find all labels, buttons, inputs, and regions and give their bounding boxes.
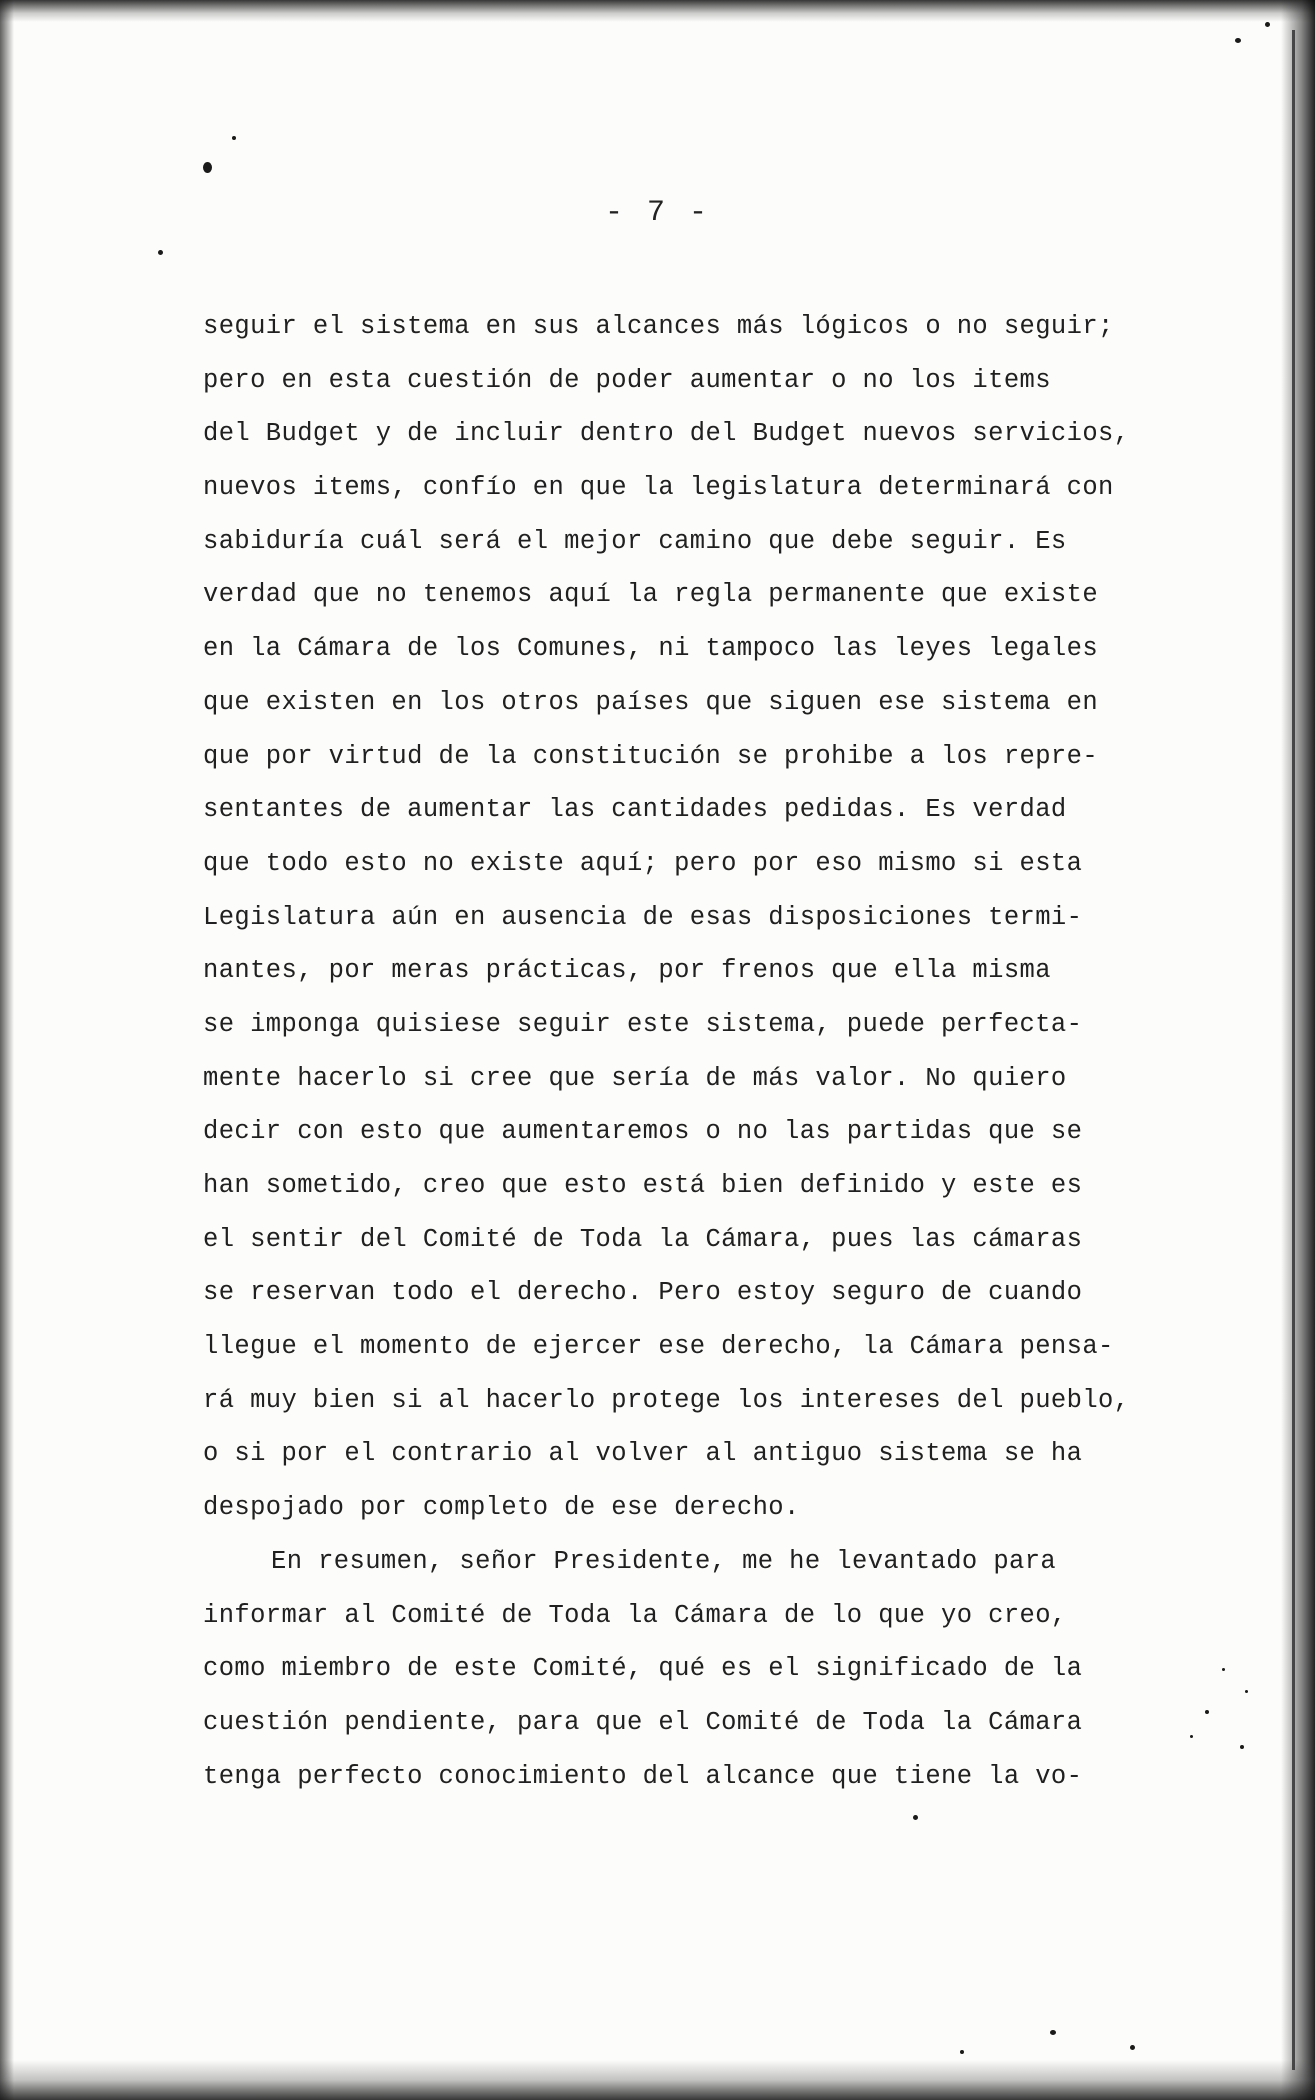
ink-speck [1222, 1668, 1225, 1671]
page-number: - 7 - [604, 196, 710, 230]
text-line: sentantes de aumentar las cantidades pedidas. Es verdad [203, 795, 1067, 825]
scan-edge-bottom [0, 2060, 1315, 2100]
ink-speck [913, 1815, 918, 1820]
ink-speck [1130, 2045, 1135, 2050]
scan-edge-top [0, 0, 1315, 22]
text-line: como miembro de este Comité, qué es el significado de la [203, 1654, 1083, 1684]
scan-edge-left [0, 0, 14, 2100]
ink-speck [1245, 1690, 1248, 1693]
ink-speck [1205, 1710, 1209, 1714]
text-line: que por virtud de la constitución se prohibe a los repre- [203, 741, 1099, 771]
paragraph-start-line: En resumen, señor Presidente, me he levantado para [271, 1546, 1057, 1576]
text-line: decir con esto que aumentaremos o no las partidas que se [203, 1117, 1083, 1147]
text-line: que existen en los otros países que siguen ese sistema en [203, 687, 1099, 717]
text-line: rá muy bien si al hacerlo protege los intereses del pueblo, [203, 1385, 1130, 1415]
text-line: se imponga quisiese seguir este sistema, puede perfecta- [203, 1009, 1083, 1039]
text-line: en la Cámara de los Comunes, ni tampoco las leyes legales [203, 634, 1099, 664]
ink-speck [1235, 38, 1241, 43]
text-line: del Budget y de incluir dentro del Budget nuevos servicios, [203, 419, 1130, 449]
text-line: se reservan todo el derecho. Pero estoy seguro de cuando [203, 1278, 1083, 1308]
ink-speck [1265, 22, 1270, 27]
text-line: han sometido, creo que esto está bien definido y este es [203, 1171, 1083, 1200]
ink-speck [232, 136, 236, 140]
text-line: que todo esto no existe aquí; pero por eso mismo si esta [203, 848, 1083, 878]
text-line: sabiduría cuál será el mejor camino que debe seguir. Es [203, 526, 1067, 556]
text-line: seguir el sistema en sus alcances más lógicos o no seguir; [203, 312, 1114, 341]
text-line: Legislatura aún en ausencia de esas disposiciones termi- [203, 902, 1083, 932]
text-line: tenga perfecto conocimiento del alcance que tiene la vo- [203, 1761, 1083, 1791]
text-line: informar al Comité de Toda la Cámara de lo que yo creo, [203, 1600, 1067, 1630]
text-line: mente hacerlo si cree que sería de más valor. No quiero [203, 1063, 1067, 1093]
ink-speck [1190, 1735, 1193, 1738]
text-line: pero en esta cuestión de poder aumentar o no los items [203, 365, 1051, 395]
ink-speck [203, 162, 212, 173]
text-line: cuestión pendiente, para que el Comité de Toda la Cámara [203, 1707, 1083, 1737]
ink-speck [1240, 1745, 1244, 1749]
text-line: despojado por completo de ese derecho. [203, 1493, 800, 1523]
text-line: llegue el momento de ejercer ese derecho, la Cámara pensa- [203, 1332, 1114, 1362]
ink-speck [960, 2050, 964, 2054]
scan-edge-right-line [1292, 30, 1295, 2070]
document-body [203, 300, 1130, 1803]
scan-edge-right [1281, 0, 1315, 2100]
ink-speck [158, 250, 163, 255]
text-line: verdad que no tenemos aquí la regla permanente que existe [203, 580, 1099, 610]
text-line: el sentir del Comité de Toda la Cámara, pues las cámaras [203, 1224, 1083, 1254]
text-line: nuevos items, confío en que la legislatura determinará con [203, 473, 1114, 503]
text-line: o si por el contrario al volver al antiguo sistema se ha [203, 1439, 1083, 1469]
text-line: nantes, por meras prácticas, por frenos que ella misma [203, 956, 1051, 986]
ink-speck [1050, 2030, 1056, 2035]
